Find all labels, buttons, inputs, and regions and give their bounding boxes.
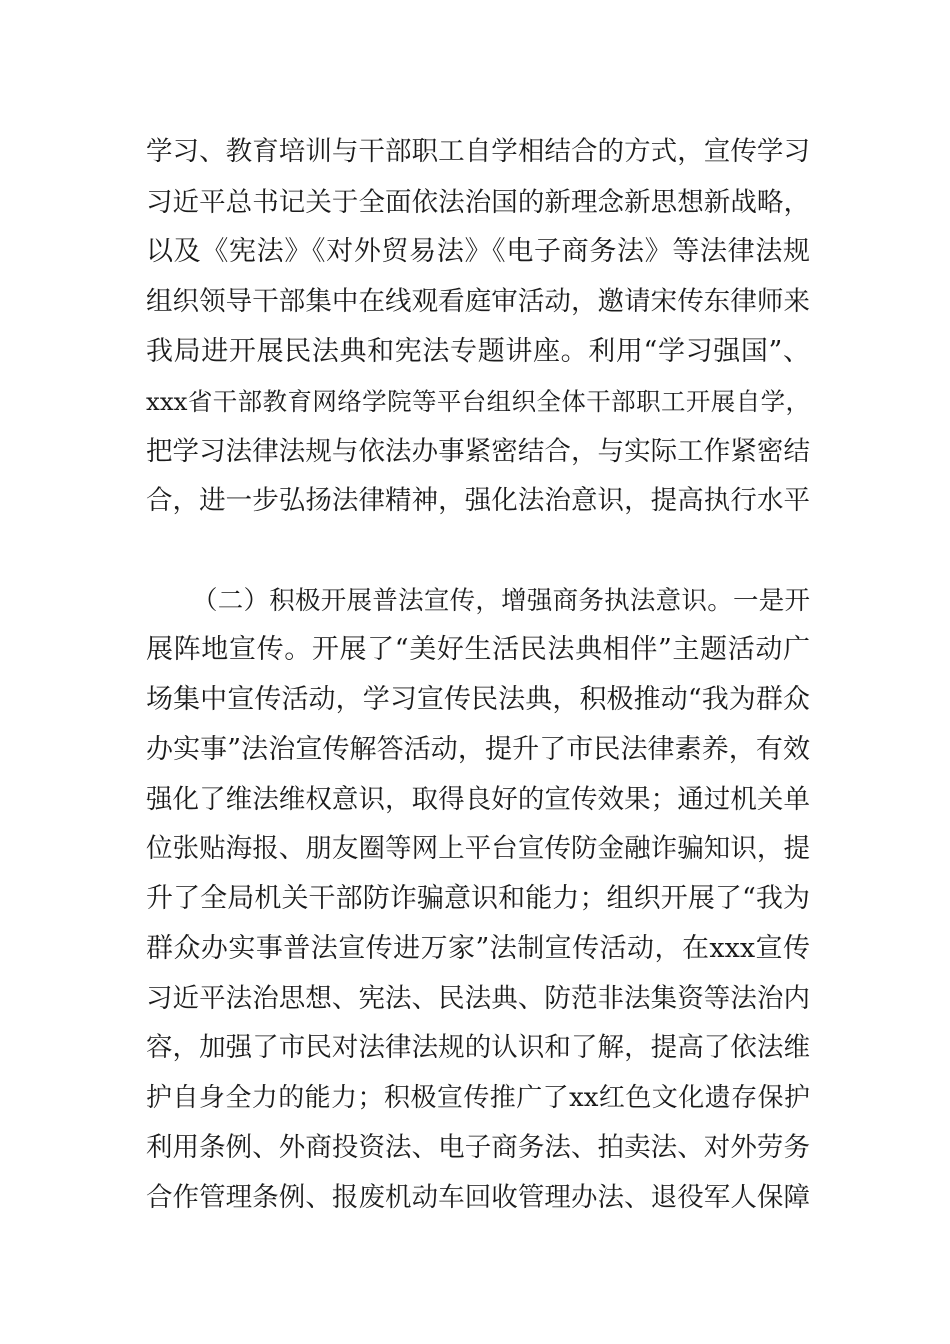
paragraph1-line-7: 把学习法律法规与依法办事紧密结合，与实际工作紧密结	[146, 436, 810, 467]
paragraph1-line-8: 合，进一步弘扬法律精神，强化法治意识，提高执行水平	[146, 485, 810, 516]
paragraph1-line-5: 我局进开展民法典和宪法专题讲座。利用“学习强国”、	[146, 336, 810, 367]
paragraph2-line-9: 习近平法治思想、宪法、民法典、防范非法集资等法治内	[146, 983, 810, 1014]
paragraph2-line-13: 合作管理条例、报废机动车回收管理办法、退役军人保障	[146, 1182, 810, 1213]
paragraph1-line-3: 以及《宪法》《对外贸易法》《电子商务法》等法律法规	[146, 236, 810, 267]
paragraph2-line-10: 容，加强了市民对法律法规的认识和了解，提高了依法维	[146, 1032, 810, 1063]
paragraph2-line-8: 群众办实事普法宣传进万家”法制宣传活动，在xxx宣传	[146, 933, 810, 964]
paragraph2-line-4: 办实事”法治宣传解答活动，提升了市民法律素养，有效	[146, 734, 810, 765]
paragraph2-line-2: 展阵地宣传。开展了“美好生活民法典相伴”主题活动广	[146, 634, 810, 665]
paragraph2-line-7: 升了全局机关干部防诈骗意识和能力；组织开展了“我为	[146, 883, 810, 914]
paragraph1-line-1: 学习、教育培训与干部职工自学相结合的方式，宣传学习	[146, 136, 810, 167]
paragraph1-line-6: xxx省干部教育网络学院等平台组织全体干部职工开展自学，	[146, 387, 810, 416]
paragraph2-line-3: 场集中宣传活动，学习宣传民法典，积极推动“我为群众	[146, 684, 810, 715]
paragraph1-line-2: 习近平总书记关于全面依法治国的新理念新思想新战略，	[146, 187, 810, 218]
paragraph2-line-6: 位张贴海报、朋友圈等网上平台宣传防金融诈骗知识，提	[146, 833, 810, 864]
paragraph1-line-4: 组织领导干部集中在线观看庭审活动，邀请宋传东律师来	[146, 286, 810, 317]
paragraph2-line-5: 强化了维法维权意识，取得良好的宣传效果；通过机关单	[146, 784, 810, 815]
paragraph2-line-12: 利用条例、外商投资法、电子商务法、拍卖法、对外劳务	[146, 1132, 810, 1163]
paragraph2-line-11: 护自身全力的能力；积极宣传推广了xx红色文化遗存保护	[146, 1083, 810, 1113]
paragraph2-line-1: （二）积极开展普法宣传，增强商务执法意识。一是开	[192, 586, 810, 616]
